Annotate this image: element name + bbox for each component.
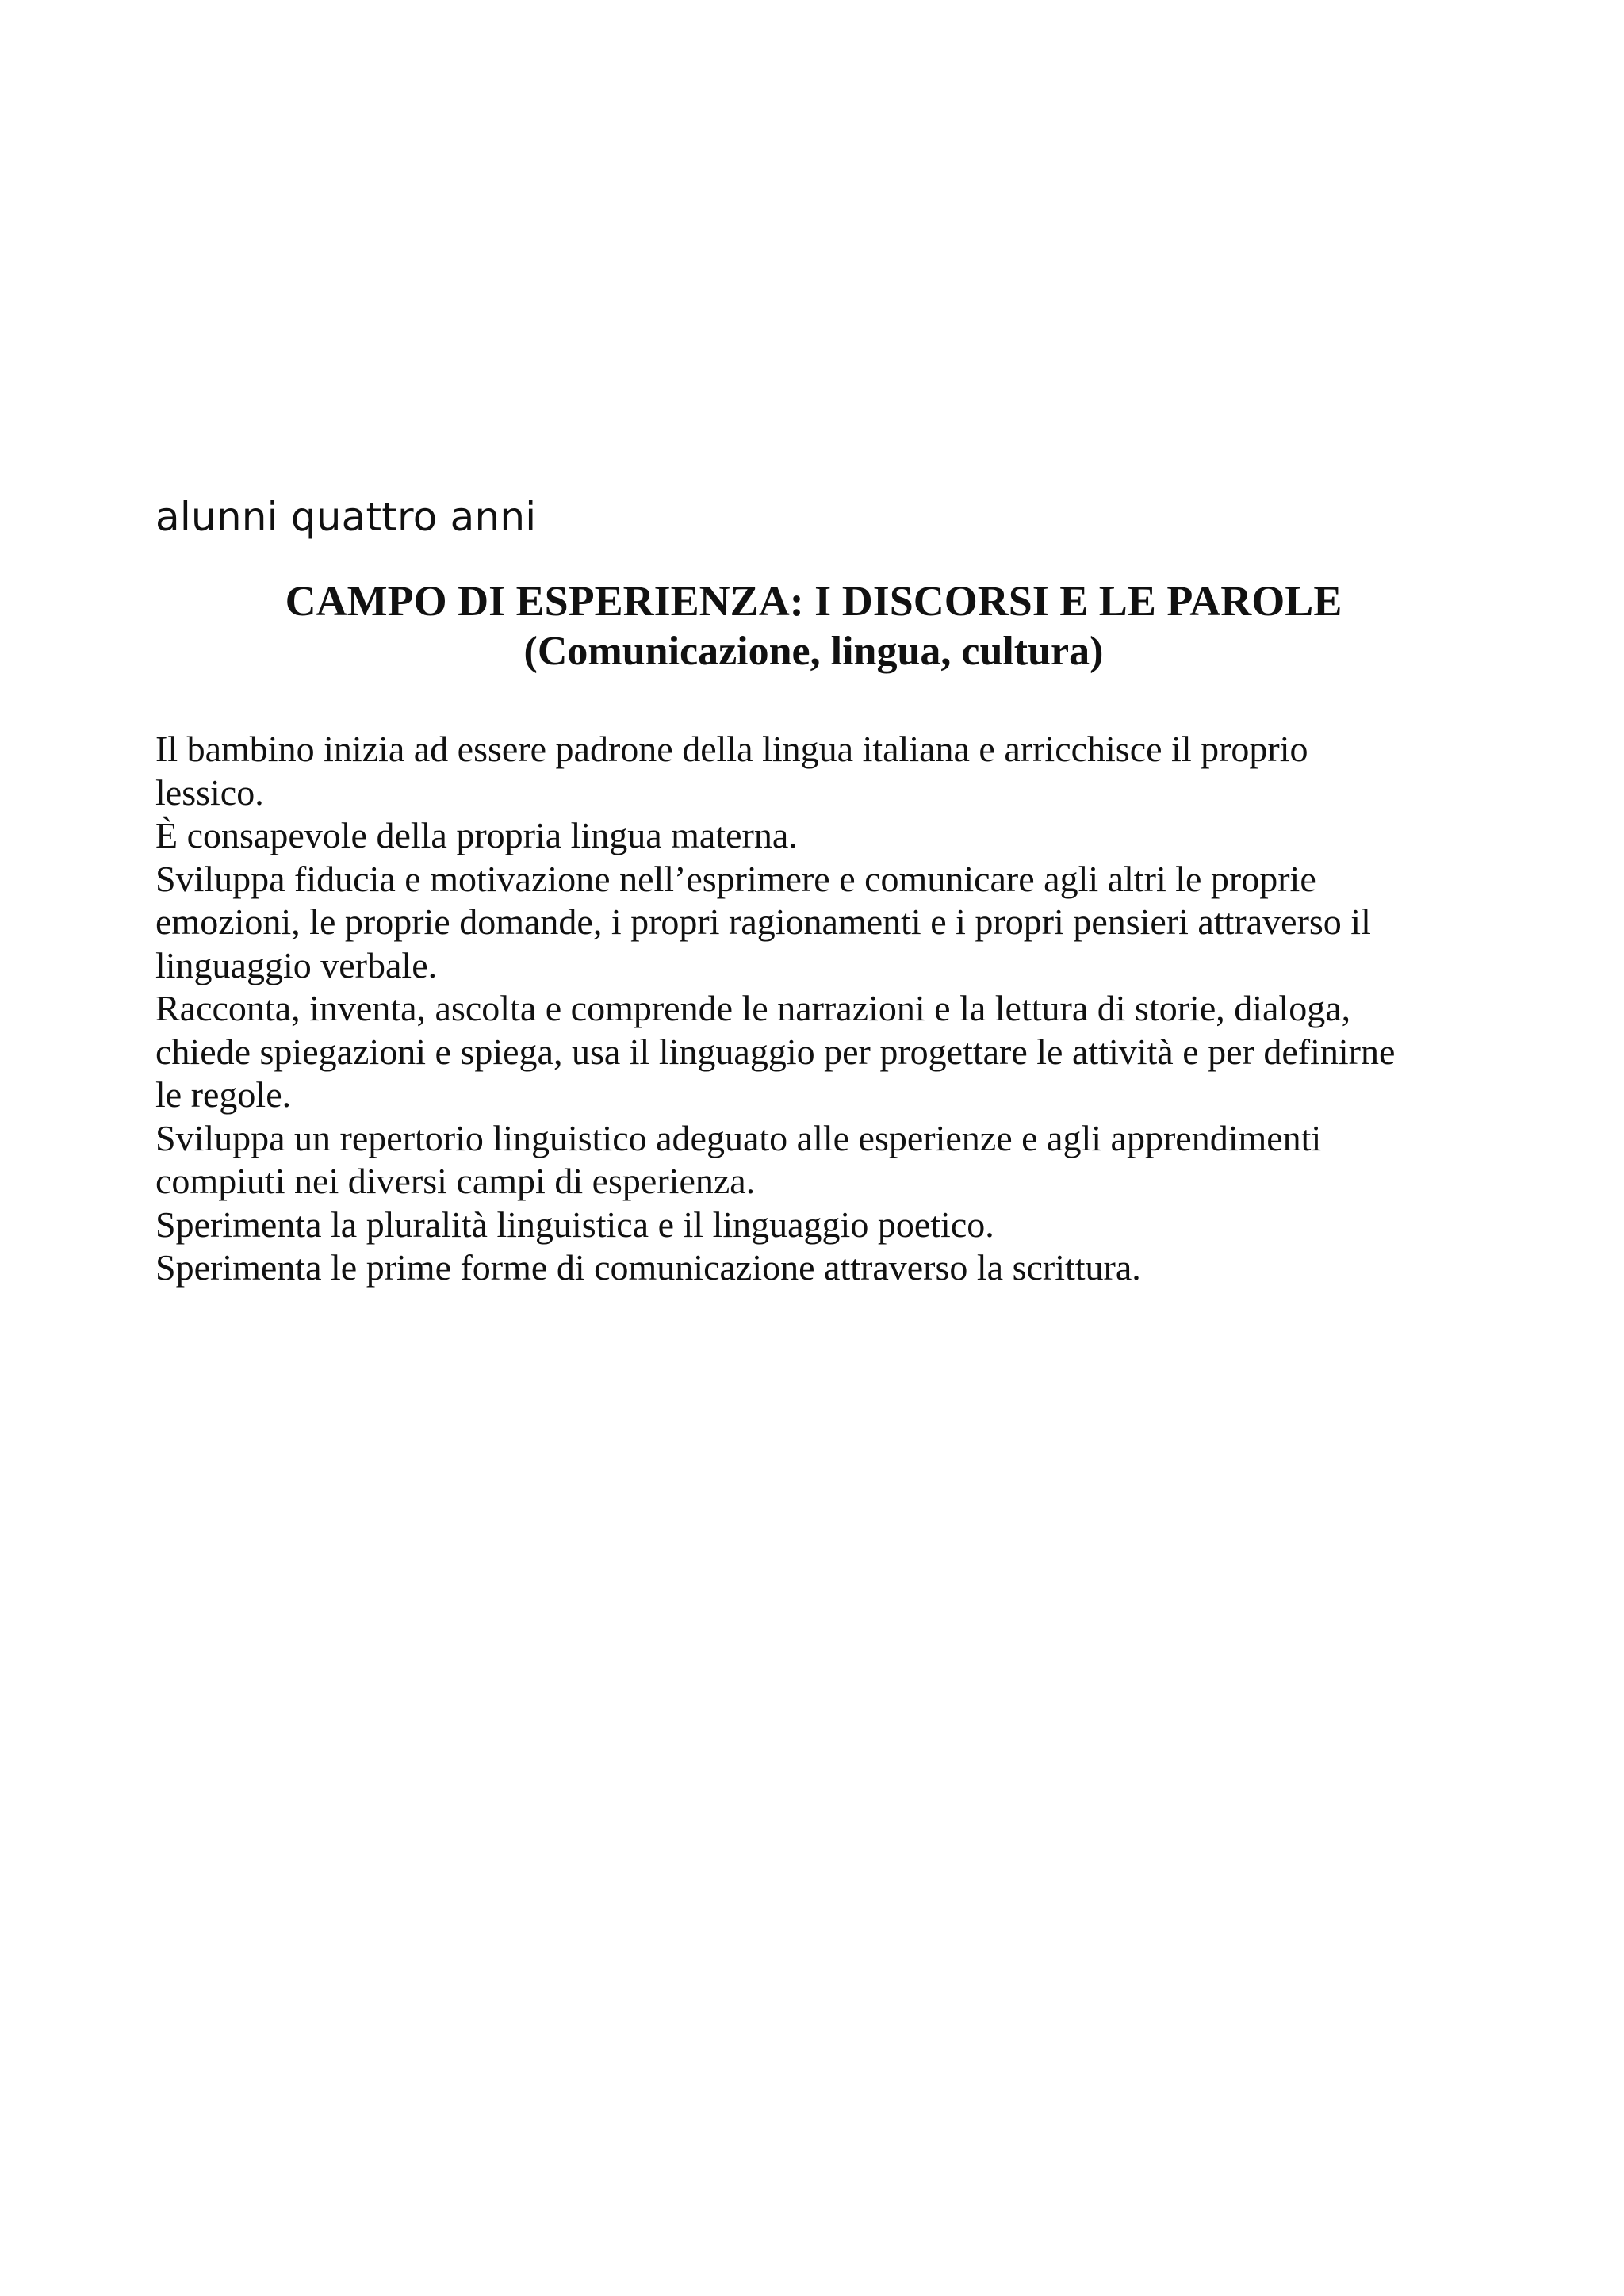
body-line: Sviluppa un repertorio linguistico adeguato alle esperienze e agli apprendimenti [155, 1117, 1322, 1158]
body-paragraph [155, 728, 1488, 1290]
body-line: Sperimenta la pluralità linguistica e il linguaggio poetico. [155, 1203, 994, 1245]
heading-subtitle: (Comunicazione, lingua, cultura) [523, 629, 1104, 674]
body-line: Il bambino inizia ad essere padrone della lingua italiana e arricchisce il proprio [155, 729, 1308, 769]
heading-title: CAMPO DI ESPERIENZA: I DISCORSI E LE PAROLE [285, 577, 1342, 625]
body-line: chiede spiegazioni e spiega, usa il linguaggio per progettare le attività e per definirne [155, 1031, 1396, 1072]
body-line: Sviluppa fiducia e motivazione nell’esprimere e comunicare agli altri le proprie [155, 858, 1316, 899]
body-line: lessico. [155, 771, 264, 813]
body-line: compiuti nei diversi campi di esperienza. [155, 1161, 756, 1201]
body-line: Sperimenta le prime forme di comunicazione attraverso la scrittura. [155, 1247, 1141, 1288]
body-line: Racconta, inventa, ascolta e comprende le narrazioni e la lettura di storie, dialoga, [155, 988, 1351, 1028]
body-line: le regole. [155, 1074, 292, 1115]
grade-label: alunni quattro anni [155, 494, 537, 540]
body-line: linguaggio verbale. [155, 944, 438, 985]
section-heading [155, 576, 1472, 677]
body-line: È consapevole della propria lingua materna. [155, 815, 798, 855]
body-line: emozioni, le proprie domande, i propri ragionamenti e i propri pensieri attraverso il [155, 901, 1371, 942]
